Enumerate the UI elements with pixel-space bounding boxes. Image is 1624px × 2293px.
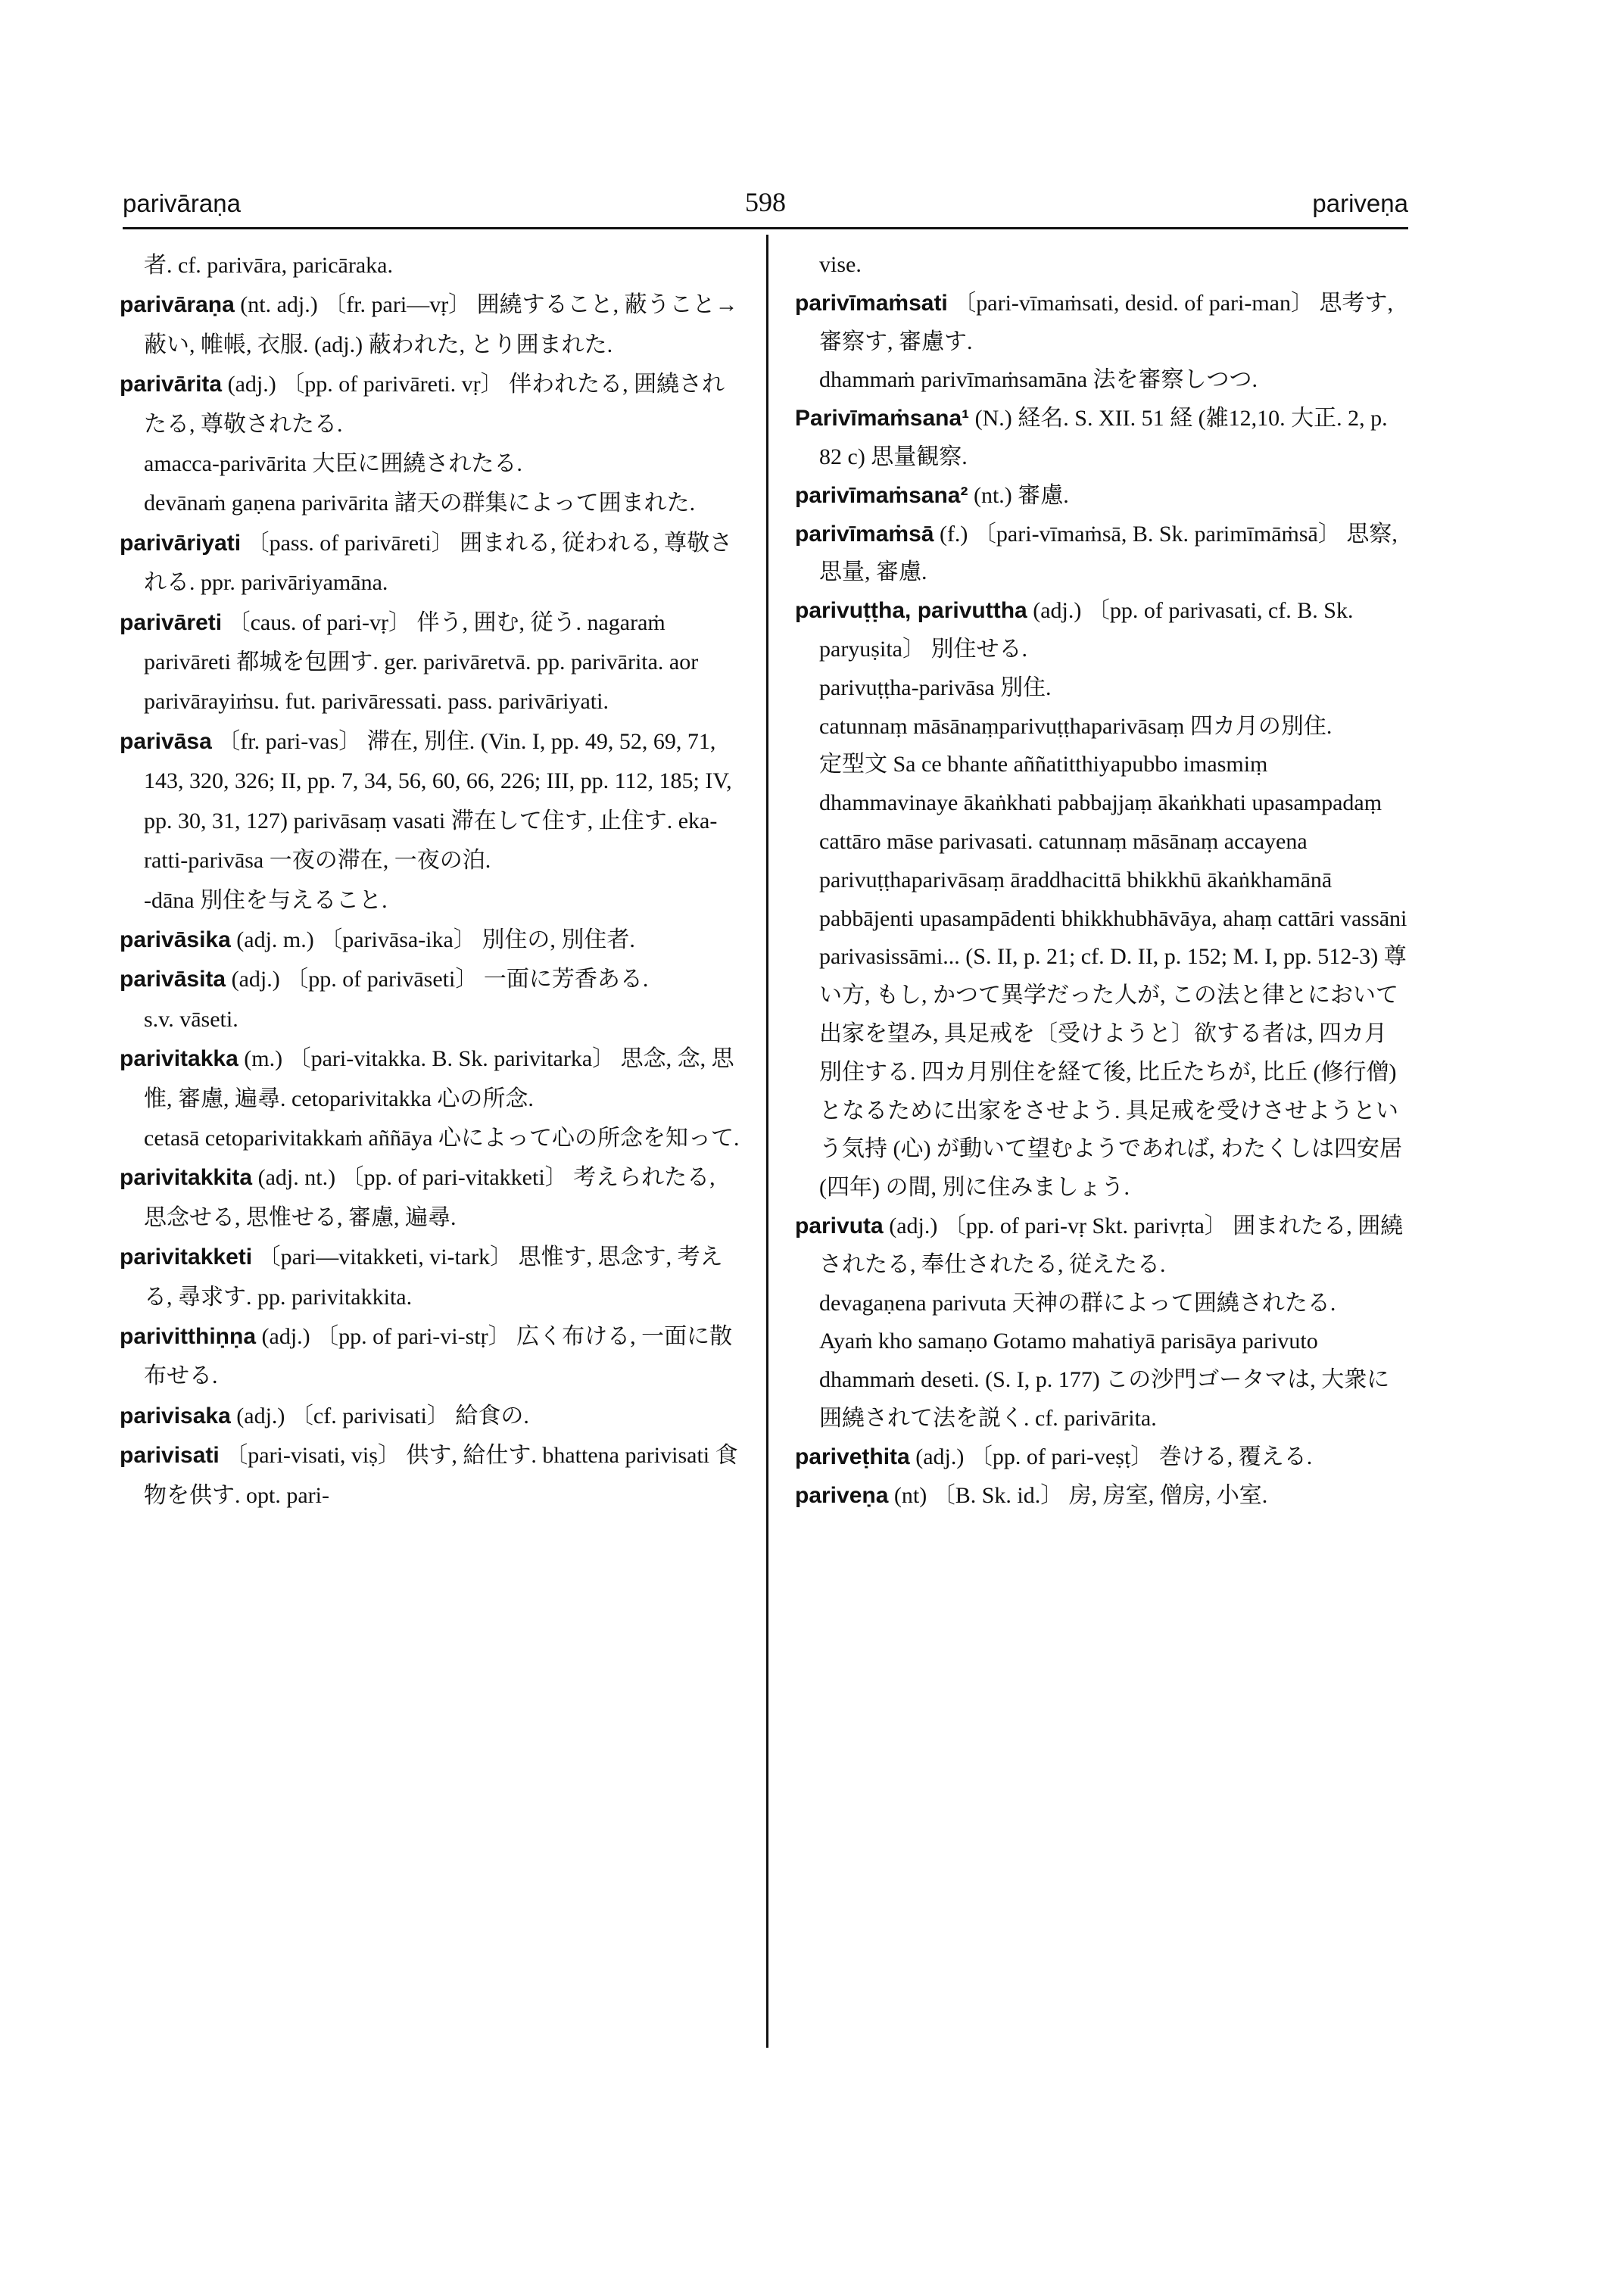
entry-headword: parivuta [795, 1213, 884, 1238]
dictionary-entry [795, 1477, 1408, 1516]
entry-definition: (adj.) 〔pp. of parivāseti〕 一面に芳香ある. [226, 967, 649, 992]
dictionary-entry [120, 1158, 740, 1238]
column-divider [766, 235, 768, 2048]
entry-example: devānaṁ gaṇena parivārita 諸天の群集によって囲まれた. [144, 491, 696, 516]
entry-definition: (adj.) 〔pp. of pari-veṣṭ〕 巻ける, 覆える. [909, 1444, 1313, 1469]
entry-headword: parivitthiṇṇa [120, 1323, 257, 1349]
entry-headword: parivāsita [120, 967, 226, 992]
entry-headword: parivuṭṭha, parivuttha [795, 598, 1027, 624]
right-column [795, 246, 1408, 1515]
entry-definition: (adj.) 〔cf. parivisati〕 給食の. [230, 1403, 529, 1428]
header-left-guideword: parivāraṇa [123, 189, 241, 217]
entry-definition: (adj.) 〔pp. of parivasati, cf. B. Sk. paryuṣita〕 別住せる. [819, 598, 1354, 662]
entry-definition: (nt.) 審慮. [968, 482, 1069, 508]
entry-headword: parivīmaṁsati [795, 290, 948, 316]
dictionary-entry [795, 477, 1408, 516]
entry-headword: parivārita [120, 372, 223, 397]
entry-headword: parivisaka [120, 1403, 231, 1428]
dictionary-entry [120, 1317, 740, 1397]
dictionary-entry [795, 592, 1408, 669]
entry-headword: parivitakka [120, 1046, 238, 1072]
entry-headword: parivāraṇa [120, 292, 235, 318]
dictionary-entry [120, 365, 740, 444]
header-rule [123, 227, 1408, 229]
dictionary-entry [120, 524, 740, 603]
entry-example: parivuṭṭha-parivāsa 別住. [819, 675, 1052, 700]
entry-headword: pariveṇa [795, 1482, 889, 1508]
entry-example: -dāna 別住を与えること. [144, 887, 388, 913]
entry-definition: 〔pari-visati, viṣ〕 供す, 給仕す. bhattena parivisati 食物を供す. opt. pari- [144, 1443, 738, 1508]
dictionary-entry [120, 722, 740, 881]
entry-example: dhammaṁ parivīmaṁsamāna 法を審察しつつ. [819, 367, 1258, 393]
dictionary-entry [795, 516, 1408, 593]
dictionary-entry [120, 1039, 740, 1119]
entry-definition: 〔pass. of parivāreti〕 囲まれる, 従われる, 尊敬される. ppr. parivāriyamāna. [144, 530, 733, 596]
entry-definition: (adj.) 〔pp. of pari-vi-stṛ〕 広く布ける, 一面に散布せる. [144, 1323, 733, 1389]
entry-continuation: 者. cf. parivāra, paricāraka. [144, 253, 393, 278]
dictionary-entry [120, 1238, 740, 1317]
entry-example: catunnaṃ māsānaṃparivuṭṭhaparivāsaṃ 四カ月の別住. [819, 713, 1333, 739]
entry-headword: parivīmaṁsā [795, 521, 934, 547]
dictionary-entry [795, 285, 1408, 362]
entry-definition: (adj. m.) 〔parivāsa-ika〕 別住の, 別住者. [230, 927, 635, 952]
dictionary-entry [120, 285, 740, 365]
entry-example: devagaṇena parivuta 天神の群によって囲繞されたる. [819, 1290, 1336, 1316]
dictionary-entry [795, 400, 1408, 477]
entry-continuation: vise. [819, 252, 862, 277]
entry-definition: (adj.) 〔pp. of parivāreti. vṛ〕 伴われたる, 囲繞されたる, 尊敬されたる. [144, 372, 725, 437]
entry-definition: 〔pari-vīmaṁsati, desid. of pari-man〕 思考す, 審察す, 審慮す. [819, 290, 1393, 354]
left-column [120, 246, 740, 1516]
entry-headword: parivāriyati [120, 530, 242, 556]
entry-example: cetasā cetoparivitakkaṁ aññāya 心によって心の所念を知って. [144, 1125, 740, 1151]
entry-definition: (adj. nt.) 〔pp. of pari-vitakketi〕 考えられたる, 思念せる, 思惟せる, 審慮, 遍尋. [144, 1165, 715, 1230]
entry-definition: (nt) 〔B. Sk. id.〕 房, 房室, 僧房, 小室. [888, 1482, 1268, 1508]
header-right-guideword: pariveṇa [1312, 189, 1408, 217]
entry-headword: Parivīmaṁsana¹ [795, 406, 970, 431]
dictionary-entry [120, 1397, 740, 1436]
dictionary-entry [120, 921, 740, 960]
entry-definition: (m.) 〔pari-vitakka. B. Sk. parivitarka〕 思念, 念, 思惟, 審慮, 遍尋. cetoparivitakka 心の所念. [144, 1046, 734, 1111]
entry-headword: parivitakketi [120, 1245, 253, 1270]
entry-headword: parivāsika [120, 927, 231, 952]
entry-headword: parivāreti [120, 609, 223, 635]
entry-definition: 〔fr. pari-vas〕 滞在, 別住. (Vin. I, pp. 49, 52, 69, 71, 143, 320, 326; II, pp. 7, 34, 56, 60, 66, 226; III, pp. 112, 185; IV, pp. 30, 31, 127) parivāsaṃ vasati 滞在して住す, 止住す. eka-ratti-parivāsa 一夜の滞在, 一夜の泊. [144, 728, 732, 874]
entry-definition: (nt. adj.) 〔fr. pari—vṛ〕 囲繞すること, 蔽うこと→蔽い, 帷帳, 衣服. (adj.) 蔽われた, とり囲まれた. [144, 292, 738, 357]
entry-definition: 〔caus. of pari-vṛ〕 伴う, 囲む, 従う. nagaraṁ parivāreti 都城を包囲す. ger. parivāretvā. pp. parivārita. aor parivārayiṁsu. fut. parivāressati. pass. parivāriyati. [144, 609, 699, 715]
entry-example: Ayaṁ kho samaṇo Gotamo mahatiyā parisāya parivuto dhammaṁ deseti. (S. I, p. 177) この沙門ゴータマは, 大衆に囲繞されて法を説く. cf. parivārita. [819, 1329, 1390, 1431]
entry-headword: parivisati [120, 1443, 220, 1469]
entry-headword: parivīmaṁsana² [795, 482, 968, 508]
entry-headword: pariveṭhita [795, 1444, 910, 1469]
entry-headword: parivitakkita [120, 1165, 253, 1191]
page-number: 598 [745, 187, 786, 217]
entry-definition: 〔pari—vitakketi, vi-tark〕 思惟す, 思念す, 考える, 尋求す. pp. parivitakkita. [144, 1245, 723, 1310]
dictionary-entry [120, 1436, 740, 1516]
entry-example: s.v. vāseti. [144, 1006, 238, 1032]
entry-headword: parivāsa [120, 728, 212, 754]
dictionary-entry [120, 960, 740, 999]
dictionary-entry [120, 603, 740, 722]
dictionary-entry [795, 1438, 1408, 1477]
entry-definition: (N.) 経名. S. XII. 51 経 (雑12,10. 大正. 2, p. 82 c) 思量観察. [819, 406, 1388, 469]
entry-definition: (adj.) 〔pp. of pari-vṛ Skt. parivṛta〕 囲まれたる, 囲繞されたる, 奉仕されたる, 従えたる. [819, 1213, 1404, 1277]
entry-definition: (f.) 〔pari-vīmaṁsā, B. Sk. parimīmāṁsā〕 思察, 思量, 審慮. [819, 521, 1398, 585]
dictionary-entry [795, 1207, 1408, 1285]
entry-example: 定型文 Sa ce bhante aññatitthiyapubbo imasmiṃ dhammavinaye ākaṅkhati pabbajjaṃ ākaṅkhati upasampadaṃ cattāro māse parivasati. catunnaṃ māsānaṃ accayena parivuṭṭhaparivāsaṃ āraddhacittā bhikkhū ākaṅkhamānā pabbājenti upasampādenti bhikkhubhāvāya, ahaṃ cattāri vassāni parivasissāmi... (S. II, p. 21; cf. D. II, p. 152; M. I, pp. 512-3) 尊い方, もし, かつて異学だった人が, この法と律とにおいて出家を望み, 具足戒を〔受けようと〕欲する者は, 四カ月別住する. 四カ月別住を経て後, 比丘たちが, 比丘 (修行僧) となるために出家をさせよう. 具足戒を受けさせようという気持 (心) が動いて望むようであれば, わたくしは四安居 (四年) の間, 別に住みましょう. [819, 752, 1407, 1201]
entry-example: amacca-parivārita 大臣に囲繞されたる. [144, 451, 522, 477]
